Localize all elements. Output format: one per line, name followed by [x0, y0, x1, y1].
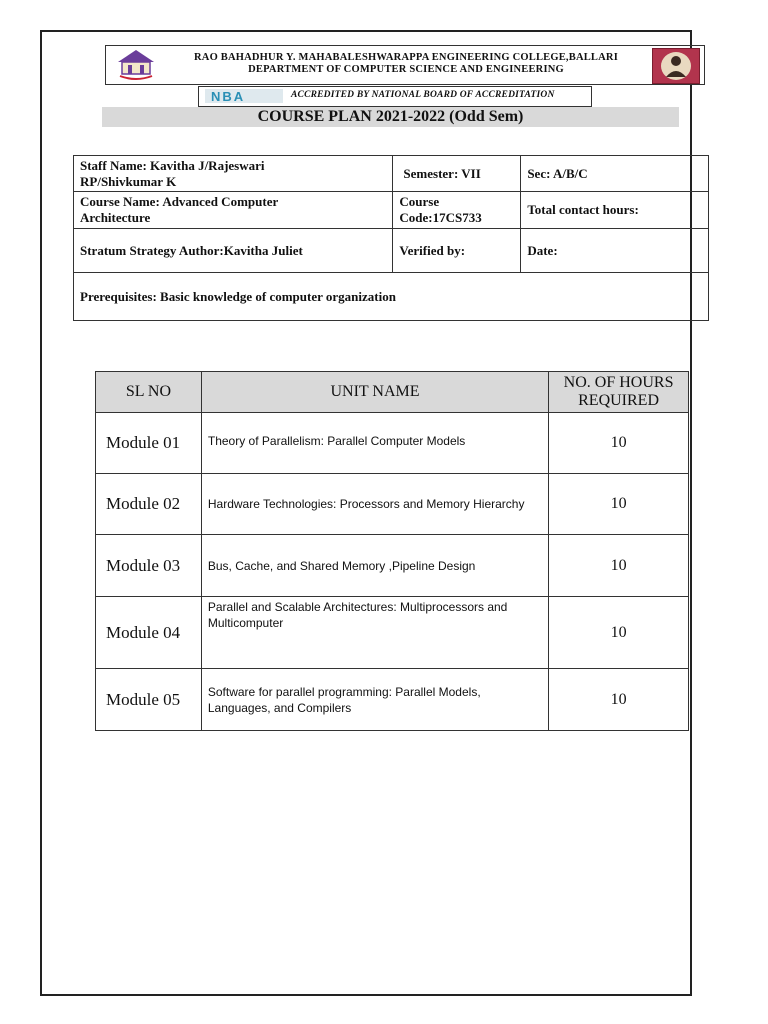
college-crest-icon — [114, 48, 158, 82]
module-number: Module 04 — [96, 597, 202, 669]
hours: 10 — [549, 669, 689, 731]
unit-name: Parallel and Scalable Architectures: Multiprocessors and Multicomputer — [201, 597, 548, 669]
header-hours-line2: REQUIRED — [578, 392, 660, 409]
module-number: Module 01 — [96, 413, 202, 474]
unit-name: Theory of Parallelism: Parallel Computer Models — [201, 413, 548, 474]
unit-name: Software for parallel programming: Parallel Models, Languages, and Compilers — [201, 669, 548, 731]
staff-name-cell — [74, 156, 393, 192]
units-header-row — [96, 372, 689, 413]
info-row — [74, 229, 709, 273]
date: Date: — [521, 229, 709, 273]
table-row — [96, 669, 689, 731]
header-unit-name: UNIT NAME — [201, 372, 548, 413]
unit-name: Bus, Cache, and Shared Memory ,Pipeline Design — [201, 535, 548, 597]
module-number: Module 05 — [96, 669, 202, 731]
institution-header — [105, 45, 705, 85]
units-table — [95, 371, 689, 731]
course-name: Course Name: Advanced Computer — [80, 194, 279, 209]
hours: 10 — [549, 535, 689, 597]
svg-text:NBA: NBA — [211, 89, 246, 103]
course-name-cont: Architecture — [80, 210, 151, 225]
table-row — [96, 413, 689, 474]
info-row — [74, 156, 709, 192]
course-code: Code:17CS733 — [399, 210, 482, 225]
course-code-label: Course — [399, 194, 440, 209]
table-row — [96, 535, 689, 597]
unit-name: Hardware Technologies: Processors and Memory Hierarchy — [201, 474, 548, 535]
page-title: COURSE PLAN 2021-2022 (Odd Sem) — [102, 107, 679, 127]
verified-by: Verified by: — [393, 229, 521, 273]
header-sl-no: SL NO — [96, 372, 202, 413]
staff-name-cont: RP/Shivkumar K — [80, 173, 177, 189]
department-name: DEPARTMENT OF COMPUTER SCIENCE AND ENGINEERING — [248, 64, 564, 75]
total-contact-hours: Total contact hours: — [521, 192, 709, 229]
course-code-cell — [393, 192, 521, 229]
info-row — [74, 273, 709, 321]
section: Sec: A/B/C — [521, 156, 709, 192]
hours: 10 — [549, 413, 689, 474]
module-number: Module 03 — [96, 535, 202, 597]
founder-portrait-icon — [652, 48, 700, 84]
prerequisites: Prerequisites: Basic knowledge of computer organization — [74, 273, 709, 321]
info-row — [74, 192, 709, 229]
header-hours — [549, 372, 689, 413]
header-hours-line1: NO. OF HOURS — [563, 374, 674, 391]
strategy-author: Stratum Strategy Author:Kavitha Juliet — [74, 229, 393, 273]
hours: 10 — [549, 474, 689, 535]
course-info-table — [73, 155, 709, 321]
accreditation-banner — [198, 86, 592, 107]
nba-logo-icon — [205, 89, 283, 103]
module-number: Module 02 — [96, 474, 202, 535]
staff-name: Staff Name: Kavitha J/Rajeswari — [80, 157, 265, 173]
hours: 10 — [549, 597, 689, 669]
accreditation-text: ACCREDITED BY NATIONAL BOARD OF ACCREDITATION — [291, 90, 555, 100]
table-row — [96, 474, 689, 535]
course-name-cell — [74, 192, 393, 229]
semester: Semester: VII — [393, 156, 521, 192]
table-row — [96, 597, 689, 669]
college-name: RAO BAHADHUR Y. MAHABALESHWARAPPA ENGINEERING COLLEGE,BALLARI — [194, 52, 618, 63]
